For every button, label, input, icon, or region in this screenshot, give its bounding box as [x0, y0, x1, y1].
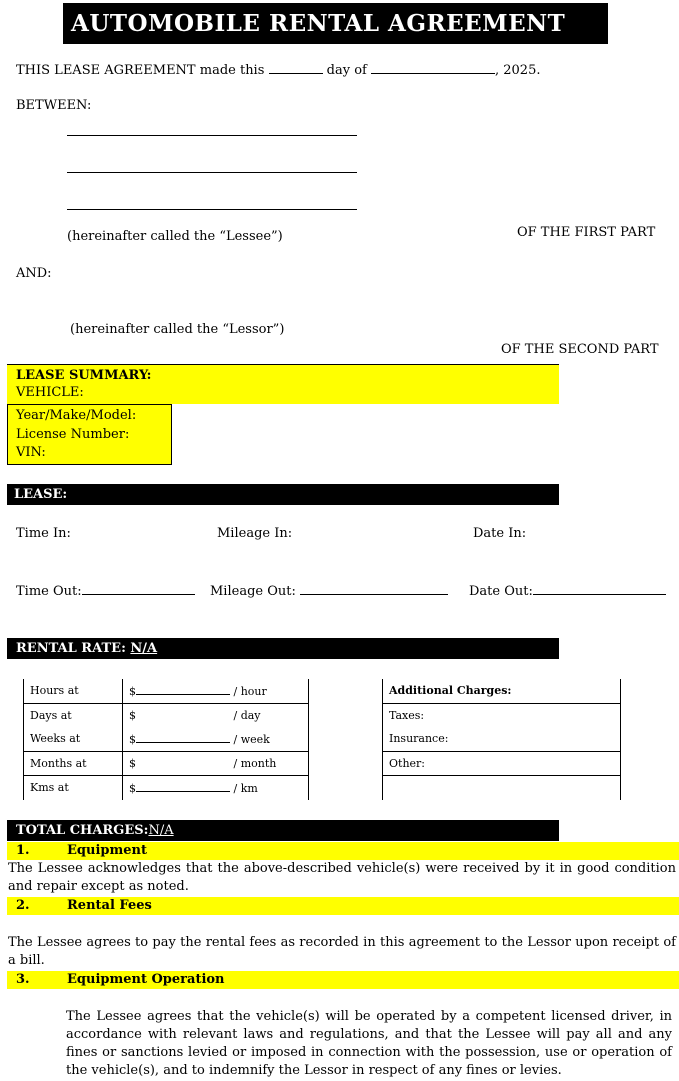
empty-cell	[383, 776, 621, 800]
lease-summary-heading: LEASE SUMMARY:	[16, 368, 152, 383]
section-3-number: 3.	[16, 972, 30, 987]
section-1-header	[7, 842, 679, 860]
and-label: AND:	[16, 266, 52, 281]
rate-unit: / day	[233, 708, 261, 722]
lease-heading: LEASE:	[7, 484, 559, 505]
table-row	[383, 751, 621, 776]
section-3-title: Equipment Operation	[67, 972, 225, 987]
currency-symbol: $	[129, 684, 136, 698]
taxes-label: Taxes:	[389, 708, 425, 722]
rate-value-cell[interactable]	[123, 776, 309, 800]
rental-rate-label: RENTAL RATE:	[16, 641, 126, 656]
table-row	[24, 776, 309, 800]
lessee-line-1[interactable]	[67, 135, 357, 136]
rate-label: Kms at	[24, 776, 123, 800]
table-row	[383, 679, 621, 703]
rate-unit: / hour	[233, 684, 267, 698]
currency-symbol: $	[129, 756, 136, 770]
mileage-out-field	[210, 582, 448, 599]
rate-unit: / month	[233, 756, 277, 770]
section-2-header	[7, 897, 679, 915]
currency-symbol: $	[129, 732, 136, 746]
additional-charges-table	[382, 679, 621, 800]
rate-value-cell[interactable]	[123, 679, 309, 703]
intro-text-3: , 2025.	[495, 63, 541, 78]
table-row	[24, 679, 309, 703]
rate-blank[interactable]	[136, 781, 230, 792]
time-out-blank[interactable]	[82, 582, 195, 595]
rental-rate-value: N/A	[130, 641, 158, 656]
table-row	[24, 703, 309, 727]
section-3-header	[7, 971, 679, 989]
rate-unit: / km	[233, 781, 258, 795]
table-row	[383, 776, 621, 800]
rental-rate-heading	[7, 638, 559, 659]
rate-label: Weeks at	[24, 727, 123, 751]
section-2-body: The Lessee agrees to pay the rental fees as recorded in this agreement to the Lessor upon receipt of a bill.	[8, 935, 676, 968]
rate-value-cell[interactable]	[123, 727, 309, 751]
currency-symbol: $	[129, 781, 136, 795]
mileage-out-blank[interactable]	[300, 582, 448, 595]
table-row	[24, 751, 309, 776]
rate-blank[interactable]	[136, 757, 230, 767]
document-title: AUTOMOBILE RENTAL AGREEMENT	[63, 3, 608, 44]
time-in-label: Time In:	[16, 526, 71, 541]
rate-value-cell[interactable]	[123, 751, 309, 776]
mileage-in-label: Mileage In:	[217, 526, 293, 541]
day-blank[interactable]	[269, 61, 323, 74]
additional-charges-heading: Additional Charges:	[389, 684, 512, 698]
first-part-label: OF THE FIRST PART	[517, 225, 656, 240]
between-label: BETWEEN:	[16, 98, 92, 113]
rates-table	[23, 679, 309, 800]
date-out-label: Date Out:	[469, 584, 533, 599]
currency-symbol: $	[129, 708, 136, 722]
total-charges-value: N/A	[148, 823, 174, 838]
mileage-out-label: Mileage Out:	[210, 584, 296, 599]
total-charges-heading	[7, 820, 559, 841]
intro-line	[16, 61, 540, 78]
year-make-model-label: Year/Make/Model:	[16, 408, 137, 423]
section-1-number: 1.	[16, 843, 30, 858]
table-row	[383, 727, 621, 751]
rate-blank[interactable]	[136, 709, 230, 719]
rate-label: Months at	[24, 751, 123, 776]
table-row	[383, 703, 621, 727]
other-label: Other:	[389, 756, 425, 770]
total-charges-label: TOTAL CHARGES:	[16, 823, 149, 838]
lessee-note: (hereinafter called the “Lessee”)	[67, 229, 283, 244]
insurance-label: Insurance:	[389, 732, 449, 746]
section-2-number: 2.	[16, 898, 30, 913]
time-out-label: Time Out:	[16, 584, 82, 599]
vehicle-details-box	[7, 404, 172, 465]
table-row	[24, 727, 309, 751]
second-part-label: OF THE SECOND PART	[501, 342, 659, 357]
vehicle-label: VEHICLE:	[16, 385, 84, 400]
license-number-label: License Number:	[16, 426, 130, 442]
date-in-label: Date In:	[473, 526, 527, 541]
rate-label: Days at	[24, 703, 123, 727]
lessee-line-3[interactable]	[67, 209, 357, 210]
section-3-body: The Lessee agrees that the vehicle(s) will be operated by a competent licensed driver, in accordance with relevant laws and regulations, and that the Lessee will pay all and any fines or sanctions levied or imposed in connection with the possession, use or operation of the vehicle(s), and to indemnify the Lessor in respect of any fines or levies.	[66, 1009, 672, 1078]
lessee-line-2[interactable]	[67, 172, 357, 173]
lease-summary-header	[7, 364, 559, 404]
intro-text-2: day of	[326, 63, 367, 78]
intro-text-1: THIS LEASE AGREEMENT made this	[16, 63, 265, 78]
month-blank[interactable]	[371, 61, 495, 74]
rate-value-cell[interactable]	[123, 703, 309, 727]
section-1-body: The Lessee acknowledges that the above-described vehicle(s) were received by it in good condition and repair except as noted.	[8, 861, 676, 894]
lessor-note: (hereinafter called the “Lessor”)	[70, 322, 285, 337]
section-2-title: Rental Fees	[67, 898, 152, 913]
date-out-blank[interactable]	[533, 582, 666, 595]
date-out-field	[469, 582, 666, 599]
vin-label: VIN:	[16, 445, 46, 460]
time-out-field	[16, 582, 195, 599]
rate-blank[interactable]	[136, 732, 230, 743]
rate-blank[interactable]	[136, 684, 230, 695]
rate-unit: / week	[233, 732, 270, 746]
rate-label: Hours at	[24, 679, 123, 703]
section-1-title: Equipment	[67, 843, 147, 858]
